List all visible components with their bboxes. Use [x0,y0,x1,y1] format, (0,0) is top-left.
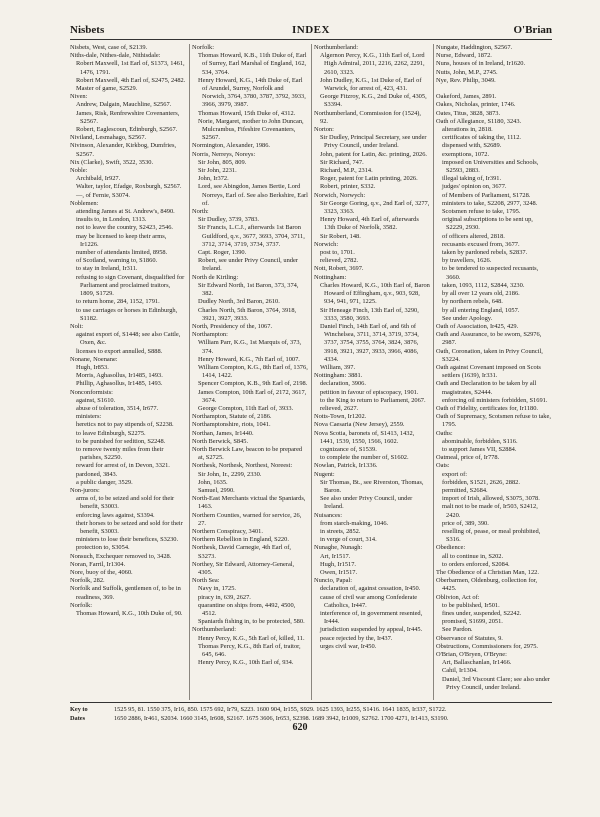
index-subentry: John, 1635. [198,478,228,486]
index-subentry: William, 397. [320,363,356,371]
index-entry: Northumberland, Commission for (1524), 92. [314,109,422,125]
index-entry: Oaths: [436,429,453,437]
index-subentry: fines under, suspended, S2242. [442,610,522,618]
index-subentry: Thomas Howard, K.B., 11th Duke of, Earl of Surrey, Earl Marshal of England, 162, 534, 3764. [198,52,307,76]
index-entry: Nuns, houses of in Ireland, Ir1620. [436,60,526,68]
index-subentry: their horses to be seized and sold for their benefit, S3003. [76,519,183,535]
index-subentry: abuse of toleration, 3514, Ir677. [76,404,159,412]
index-subentry: may be licensed to keep their arms, Ir1226. [76,232,167,248]
index-subentry: Daniel Finch, 14th Earl of, and 6th of Winchelsea, 3711, 3714, 3719, 3734, 3737, 3754, 3755, 3764, 3824, 3876, 3918, 3921, 3927, 3933, 3966, 4086, 4334. [320,322,419,363]
index-subentry: import of Irish, allowed, S3075, 3078. [442,495,540,503]
column-divider [311,44,312,700]
index-entry: Niviland, Lesmahago, S2567. [70,134,147,142]
index-subentry: to complete the number of, S1602. [320,454,409,462]
index-entry: Norfolk: [70,601,93,609]
index-entry: Noran, Farril, Ir1304. [70,560,126,568]
index-subentry: Spencer Compton, K.B., 9th Earl of, 2198. [198,380,308,388]
index-subentry: Sir Thomas, Bt., see Riverston, Thomas, Baron. [320,478,424,494]
index-subentry: William Parr, K.G., 1st Marquis of, 373, 374. [198,339,302,355]
index-subentry: Capt. Roger, 1390. [198,249,247,257]
index-entry: Norfolk, 282. [70,577,105,585]
index-subentry: Dudley North, 3rd Baron, 2610. [198,298,280,306]
index-entry: Oats: [436,462,450,470]
index-entry: Oath of Fidelity, certificates for, Ir1180. [436,404,539,412]
index-entry: Oath against Covenant imposed on Scots settlers (1639), Ir331. [436,363,541,380]
index-subentry: Sir Dudley, 3739, 3783. [198,216,260,224]
index-entry: Oath of Allegiance, S1180, 3243. [436,117,522,125]
index-subentry: William Compton, K.G., 8th Earl of, 1376, 1414, 1422. [198,363,308,380]
index-subentry: Archibald, Ir927. [76,175,121,183]
index-entry: Oberbarmen, Oldenburg, collection for, 4425. [436,577,538,593]
index-entry: Oblivion, Act of: [436,593,480,601]
index-entry: North Sea: [192,577,220,585]
index-subentry: Robert Maxwell, 4th Earl of, S2475, 2482. [76,76,186,84]
index-subentry: See also under Privy Council, under Ireland. [320,495,413,511]
index-subentry: by all entering England, 1057. [442,306,520,314]
index-subentry: to leave Edinburgh, S2275. [76,429,146,437]
index-subentry: ministers to lose their benefices, S3230. [76,536,179,544]
index-subentry: heretics not to pay stipends of, S2238. [76,421,174,429]
column-divider [189,44,190,700]
index-subentry: Sir Francis, L.C.J., afterwards 1st Baron Guildford, q.v., 3677, 3693, 3704, 3711, 3712, 3714, 3719, 3734, 3737. [198,224,305,248]
index-subentry: Spaniards fishing in, to be protected, 580. [198,618,305,626]
index-subentry: Navy in, 1725. [198,585,236,593]
index-subentry: reward for arrest of, in Devon, 3321. [76,462,170,470]
index-entry: Niths-dale, Nithes-dale, Nithisdale: [70,52,161,60]
index-subentry: malt not to be made of, Ir503, S2412, 2420. [442,503,538,519]
index-subentry: against export of, S1448; see also Cattle, Oxen, &c. [76,331,181,347]
index-entry: Norwich, Norwych: [314,191,366,199]
index-subentry: not to leave the country, S2423, 2546. [76,224,174,232]
index-subentry: by all over 12 years old, 2186. [442,290,520,298]
index-subentry: Thomas Howard, 15th Duke of, 4312. [198,109,296,117]
index-subentry: to orders enforced, S2084. [442,560,510,568]
index-subentry: original subscriptions to be sent up, S2229, 2930. [442,216,533,232]
index-entry: Niven: [70,93,88,101]
index-entry: Northesk, Northesk, Northest, Noreest: [192,462,293,470]
index-subentry: of Scotland, warning to, S1860. [76,257,158,265]
index-subentry: Andrew, Dalgain, Mauchline, S2567. [76,101,172,109]
index-subentry: Sir Richard, 747. [320,158,364,166]
index-subentry: Sir John, Ir., 2299, 2330. [198,470,262,478]
index-subentry: certificates of taking the, 1112. [442,134,522,142]
index-subentry: taken, 1093, 1112, S2844, 3230. [442,281,525,289]
index-subentry: Sir Robert, 148. [320,232,361,240]
index-subentry: to remove twenty miles from their parishes, S2250. [76,445,164,462]
index-entry: Norton: [314,126,334,134]
index-entry: Nugent: [314,470,335,478]
index-entry: Nowlan, Patrick, Ir1336. [314,462,378,470]
index-subentry: Scotsmen refuse to take, 1795. [442,208,521,216]
index-subentry: Charles Howard, K.G., 10th Earl of, Baron Howard of Effingham, q.v., 903, 928, 934, 941, 971, 1225. [320,281,430,306]
index-subentry: piracy in, 639, 2627. [198,593,251,601]
index-entry: Nonane, Noenane: [70,355,118,363]
index-entry: Northern Rebellion in England, S220. [192,536,289,544]
index-entry: Oath and Declaration to be taken by all magistrates, S2444. [436,380,537,396]
index-entry: Northesk, David Carnegie, 4th Earl of, S3273. [192,544,292,560]
index-entry: Nungate, Haddington, S2567. [436,44,513,51]
index-subentry: reselling of, pease, or meal prohibited, S316. [442,527,541,544]
key-label: Key to [70,706,88,713]
index-subentry: abominable, forbidden, S116. [442,437,518,445]
index-subentry: Sir John, 805, 809. [198,158,247,166]
running-header [70,24,552,38]
index-column-2 [192,44,308,700]
index-subentry: in streets, 2852. [320,527,361,535]
index-subentry: Henry Percy, K.G., 5th Earl of, killed, 11. [198,634,305,642]
index-entry: Nott, Robert, 3697. [314,265,364,273]
index-entry: Nonsuch, Exchequer removed to, 3428. [70,552,172,560]
index-subentry: Thomas Percy, K.G., 8th Earl of, traitor, 645, 646. [198,642,301,659]
key-row [70,705,552,714]
index-subentry: price of, 389, 390. [442,519,489,527]
index-subentry: recusants excused from, 3677. [442,240,520,248]
index-entry: Northern Counties, warned for service, 26, 27. [192,511,302,527]
index-subentry: attending James at St. Andrew's, 8490. [76,208,175,216]
index-subentry: to be tendered to suspected recusants, 3660. [442,265,539,281]
index-subentry: exemptions, 1072. [442,150,490,158]
index-entry: Northern Conspiracy, 3401. [192,527,263,535]
index-subentry: Henry Howard, K.G., 7th Earl of, 1007. [198,355,300,363]
index-entry: Non-jurors: [70,486,100,494]
index-subentry: pardoned, 3843. [76,470,118,478]
index-entry: Nix (Clarke), Swift, 3522, 3530. [70,158,154,166]
index-subentry: Daniel, 3rd Viscount Clare; see also under Privy Council, under Ireland. [442,675,550,691]
index-entry: Obstructions, Commissioners for, 2975. [436,642,538,650]
index-subentry: Hugh, Ir1517. [320,560,357,568]
index-entry: Oakeford, James, 2891. [436,93,497,101]
index-entry: Notts-Town, Ir1202. [314,413,367,421]
index-subentry: James Compton, 10th Earl of, 2172, 3617, 3674. [198,388,307,404]
index-subentry: Owen, Ir1517. [320,569,358,576]
page-number: 620 [292,722,308,733]
index-subentry: Robert, see under Privy Council, under Ireland. [198,257,298,273]
index-entry: Nisbets, West, case of, S2139. [70,44,148,51]
index-entry [436,85,552,93]
index-subentry: Robert, Eaglescoun, Edinburgh, S2567. [76,126,178,134]
index-entry: Oates, Titus, 3828, 3873. [436,109,501,117]
index-subentry: Sir Dudley, Principal Secretary, see under Privy Council, under Ireland. [320,134,427,150]
index-subentry: Morris, Aghasollus, Ir1485, 1493. [76,372,163,380]
index-subentry: declaration, 3906. [320,380,366,388]
index-subentry: to be punished for sedition, S2248. [76,437,166,445]
index-entry: Nolt: [70,322,84,330]
index-subentry: enforcing laws against, S3394. [76,511,155,519]
index-subentry: Master of game, S2529. [76,85,138,93]
index-subentry: to stay in Ireland, Ir311. [76,265,138,273]
index-entry: Nurse, Edward, 1872. [436,52,492,60]
index-subentry: declaration of, against cessation, Ir450. [320,585,421,593]
index-subentry: urges civil war, Ir450. [320,642,377,650]
index-entry: Nova Caesaria (New Jersey), 2559. [314,421,405,429]
index-entry: North Berwick, S845. [192,437,249,445]
index-subentry: arms of, to be seized and sold for their benefit, S3003. [76,495,175,511]
index-entry: North de Kirtling: [192,273,239,281]
index-entry: Northumberland: [192,626,237,634]
index-subentry: Art, Ballaschanlan, Ir1466. [442,659,512,667]
index-entry: North: [192,208,209,216]
index-subentry: cognizance of, S1539. [320,445,377,453]
index-subentry: judges' opinion on, 3677. [442,183,507,191]
index-subentry: John, Ir372. [198,175,229,183]
index-subentry: Thomas Howard, K.G., 10th Duke of, 90. [76,610,183,618]
index-subentry: John Dudley, K.G., 1st Duke of, Earl of Warwick, for arrest of, 423, 431. [320,76,422,93]
index-subentry: Richard, M.P., 2314. [320,167,373,175]
index-subentry: Norie, Margaret, mother to John Duncan, Mulcrambus, Fifeshire Covenanters, S2567. [198,117,304,142]
index-subentry: —, of Fernie, S3074. [76,191,130,199]
index-entry: Northumberland: [314,44,359,51]
index-subentry: a public danger, 3529. [76,478,133,486]
index-entry: Nore, buoy of the, 4060. [70,569,133,576]
index-subentry: of officers altered, 2818. [442,232,505,240]
index-subentry: enforcing oil ministers forbidden, S1691. [442,396,548,404]
index-entry: North, Presidency of the, 1067. [192,322,273,330]
index-entry: Noblemen: [70,199,99,207]
index-entry: Oath of Association, Ir425, 429. [436,322,519,330]
index-subentry: alterations in, 2818. [442,126,493,134]
index-subentry: jurisdiction suspended by appeal, Ir445. [320,626,423,634]
key-to-dates [70,702,552,723]
key-values: 1525 95, 81. 1550 375, Ir16, 850. 1575 692, Ir79, S223. 1600 904, Ir155, S929. 1625 1393, Ir255, S1416. 1641 1835, Ir337, S1722. [114,706,447,713]
dates-values: 1650 2886, Ir461, S2034. 1660 3145, Ir608, S2167. 1675 3606, Ir653, S2398. 1689 3942, Ir1009, S2762. 1700 4271, Ir1413, S3190. [114,715,449,722]
index-subentry: Cahil, Ir1304. [442,667,478,675]
index-subentry: Art, Ir1517. [320,552,351,560]
index-entry: Nivinson, Alexander, Kirkbog, Dumfries, S2567. [70,142,177,158]
index-subentry: refusing to sign Covenant, disqualified for Parliament and proclaimed traitors, 1809, S1729. [76,273,185,298]
index-subentry: George Fitzroy, K.G., 2nd Duke of, 4305, S3394. [320,93,427,109]
index-subentry: licenses to export annulled, S888. [76,347,163,355]
index-entry: The Obedience of a Christian Man, 122. [436,569,539,576]
dates-label: Dates [70,715,86,722]
index-entry: Oatmeal, price of, Ir778. [436,454,500,462]
index-subentry: number of attendants limited, 8958. [76,249,168,257]
index-entry: Norfolk and Suffolk, gentlemen of, to be in readiness, 369. [70,585,181,601]
index-subentry: peace rejected by the, Ir437. [320,634,393,642]
index-entry: Noble: [70,167,88,175]
index-subentry: Lord, see Abingdon, James Bertie, Lord Norreys, Earl of. See also Berkshire, Earl of. [198,183,308,207]
index-subentry: See Pardon. [442,626,473,634]
index-subentry: Robert, printer, S332. [320,183,376,191]
index-subentry: Walter, taylor, Efadge, Roxburgh, S2567. [76,183,182,191]
index-subentry: to support James VII, S2884. [442,445,517,453]
index-entry: Northey, Sir Edward, Attorney-General, 4305. [192,560,295,576]
header-title: INDEX [292,24,330,36]
index-entry: Norris, Nerreys, Noreys: [192,150,256,158]
index-entry: Nuncio, Papal: [314,577,352,585]
index-entry: Nutts, John, M.P., 2745. [436,68,498,76]
index-subentry: permitted, S2684. [442,486,488,494]
index-subentry: dispensed with, S2689. [442,142,502,150]
index-subentry: Robert Maxwell, 1st Earl of, S1373, 1461, 1476, 1791. [76,60,185,76]
index-subentry: all to continue in, S202. [442,552,504,560]
index-column-1 [70,44,186,700]
index-subentry: Sir Heneage Finch, 13th Earl of, 3290, 3333, 3580, 3693. [320,306,419,322]
index-subentry: Roger, patent for Latin printing, 2026. [320,175,418,183]
index-column-4 [436,44,552,700]
index-subentry: against, S1610. [76,396,116,404]
index-subentry: of Members of Parliament, S1728. [442,191,531,199]
index-subentry: Hugh, Ir853. [76,363,109,371]
index-subentry: Sir John, 2231. [198,167,237,175]
index-entry: Normington, Alexander, 1986. [192,142,271,150]
index-subentry: cause of civil war among Confederate Catholics, Ir447. [320,593,418,609]
index-subentry: to return home, 284, 1152, 1791. [76,298,160,306]
index-subentry: See under Apology. [442,314,493,322]
index-subentry: Algernon Percy, K.G., 11th Earl of, Lord High Admiral, 2011, 2216, 2262, 2291, 2610, 3323. [320,52,425,76]
index-subentry: to the King to return to Parliament, 2067. [320,396,426,404]
index-entry: North-East Merchants victual the Spaniards, 1463. [192,495,306,511]
index-entry: Nuisances: [314,511,343,519]
index-entry: Obedience: [436,544,466,552]
index-subentry: illegal taking of, Ir391. [442,175,502,183]
index-subentry: promised, S1699, 2051. [442,618,503,626]
index-entry: Oath, Coronation, taken in Privy Council, S3224. [436,347,543,363]
index-subentry: by travellers, 1626. [442,257,492,265]
index-subentry: to be published, Ir501. [442,601,500,609]
index-entry: Northampton, Statute of, 2186. [192,413,272,421]
index-subentry: ministers: [76,413,102,421]
index-subentry: Henry Percy, K.G., 10th Earl of, 934. [198,659,294,667]
index-entry: Nottingham: [314,273,347,281]
index-entry: Norwich: [314,240,339,248]
index-subentry: Sir Edward North, 1st Baron, 373, 374, 382. [198,281,299,298]
index-subentry: ministers to take, S2208, 2977, 3248. [442,199,538,207]
index-subentry: insults to, in London, 1313. [76,216,147,224]
index-entry: Nonconformists: [70,388,113,396]
index-subentry: Phillip, Aghasollus, Ir1485, 1493. [76,380,163,388]
index-entry: Norfolk: [192,44,215,51]
index-entry: O'Brian, O'Bryen, O'Bryne: [436,651,507,659]
header-rule [70,39,552,40]
index-subentry: Samuel, 2990. [198,486,235,494]
index-subentry: James, Risk, Renfrewshire Covenanters, S2567. [76,109,180,125]
index-subentry: Sir George Goring, q.v., 2nd Earl of, 3277, 3323, 3363. [320,199,430,216]
index-subentry: forbidden, S1521, 2626, 2882. [442,478,520,486]
header-last-entry: O'Brian [513,24,552,36]
index-subentry: Charles North, 5th Baron, 3764, 3918, 3921, 3927, 3933. [198,306,297,322]
index-subentry: taken by pardoned rebels, S2837. [442,249,528,257]
index-entry: Oath and Assurance, to be sworn, S2976, 2987. [436,331,542,347]
index-subentry: interference of, in government resented, Ir444. [320,610,423,626]
index-subentry: to use carriages or horses in Edinburgh, S1182. [76,306,178,322]
index-entry: Northan, James, Ir1440. [192,429,254,437]
index-entry: Northampton: [192,331,228,339]
index-entry: North Berwick Law, beacon to be prepared at, S2725. [192,445,303,462]
index-subentry: George Compton, 11th Earl of, 3933. [198,404,294,412]
index-subentry: quarantine on ships from, 4492, 4500, 4512. [198,601,296,618]
index-entry: Nova Scotia, baronets of, S1413, 1432, 1441, 1539, 1550, 1566, 1602. [314,429,415,445]
index-subentry: petition in favour of episcopacy, 1901. [320,388,419,396]
index-entry: Observance of Statutes, 9. [436,634,503,642]
index-entry: Nottingham: 3881. [314,372,363,380]
index-entry: Oath of Supremacy, Scotsmen refuse to take, 1795. [436,413,551,429]
index-subentry: relieved, 2627. [320,404,359,412]
index-subentry: from starch-making, 1046. [320,519,389,527]
index-subentry: Henry Howard, 4th Earl of, afterwards 13th Duke of Norfolk, 3582. [320,216,419,232]
index-entry: Nunaghe, Nunagh: [314,544,363,552]
header-first-entry: Nisbets [70,24,105,36]
index-column-3 [314,44,430,700]
index-subentry: imposed on Universities and Schools, S2593, 2883. [442,158,539,175]
column-divider [433,44,434,700]
index-subentry: by northern rebels, 648. [442,298,503,306]
index-subentry: in verge of court, 314. [320,536,377,544]
index-entry: Northamptonshire, riots, 1041. [192,421,271,429]
index-subentry: Henry Howard, K.G., 14th Duke of, Earl of Arundel, Surrey, Norfolk and Norwich, 3764, 3780, 3787, 3792, 3933, 3966, 3979, 3987. [198,76,306,109]
index-entry: Oakes, Nicholas, printer, 1746. [436,101,516,109]
index-subentry: export of: [442,470,468,478]
index-subentry: John, patent for Latin, &c. printing, 2026. [320,150,428,158]
index-entry: Nye, Rev. Philip, 3049. [436,76,496,84]
index-subentry: post to, 1701. [320,249,355,257]
index-subentry: protection to, S3054. [76,544,130,552]
index-subentry: relieved, 2782. [320,257,359,265]
